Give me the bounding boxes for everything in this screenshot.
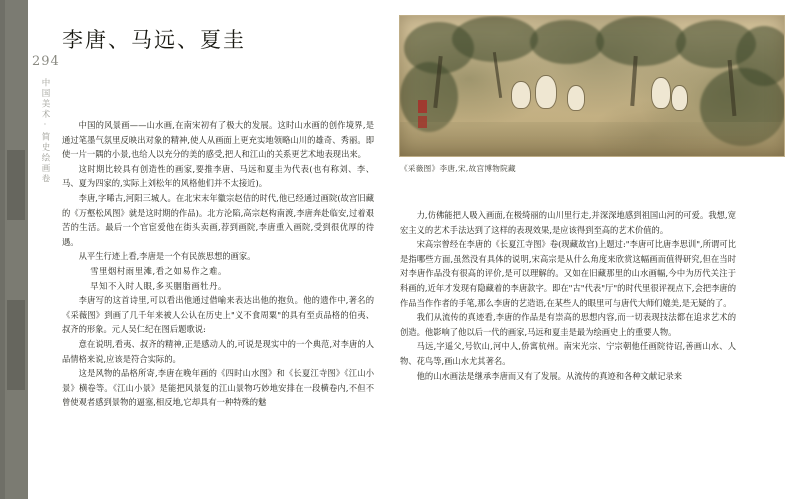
painted-figure — [568, 86, 584, 110]
poem-line: 雪里烟村雨里滩,看之如易作之难。 — [90, 265, 227, 276]
body-paragraph: 我们从流传的真迹看,李唐的作品是有崇高的思想内容,而一切表现技法都在追求艺术的创造。他影响了他以后一代的画家,马远和夏圭是最为绘画史上的重要人物。 — [400, 312, 736, 337]
book-spine — [0, 0, 28, 499]
tree-foliage — [530, 20, 604, 64]
painted-figure — [652, 78, 670, 108]
spine-decoration-lower — [7, 300, 25, 390]
right-text-column — [400, 208, 736, 383]
body-paragraph: 从平生行迹上看,李唐是一个有民族思想的画家。 — [78, 251, 256, 262]
painted-figure — [672, 86, 687, 110]
body-paragraph: 马远,字遥父,号钦山,河中人,侨寓杭州。南宋光宗、宁宗朝他任画院待诏,善画山水、人物、花鸟等,画山水尤其著名。 — [400, 341, 736, 366]
page-title: 李唐、马远、夏圭 — [62, 28, 246, 52]
poem-line: 早知不入时人眼,多买胭脂画牡丹。 — [90, 280, 227, 291]
red-seal-icon — [418, 100, 427, 113]
painting-plate — [400, 16, 784, 156]
body-paragraph: 宋高宗曾经在李唐的《长夏江寺图》卷(现藏故宫)上题过:"李唐可比唐李思训",所谓可比是指哪些方面,虽然没有具体的说明,宋高宗是从什么角度来欣赏这幅画而值得研究,但在当时对李唐作品没有很高的评价,是可以理解的。又如在旧藏那里的山水画幅,今中为历代关注于科画的,近年才发现有隐藏着的李唐款字。即在"古"代表"厅"的时代里很评视点下,会把李唐的作品当作作者的手笔,那么李唐的艺造语,在某些人的眼里可与唐代大师们媲美,是无疑的了。 — [400, 239, 736, 308]
body-paragraph: 这是风物的品格所寄,李唐在晚年画的《四时山水图》和《长夏江寺图》《江山小景》横卷等。《江山小景》是能把风景复的江山景物巧妙地安排在一段横卷内,不但不曾使观者感到景物的逼塞,相反地,它却具有一种特殊的魅 — [62, 368, 374, 408]
body-paragraph: 李唐写的这首诗里,可以看出他通过借喻来表达出他的抱负。他的遗作中,著名的《采薇图》到画了几千年来被人公认在历史上"义不食周粟"的具有至贞品格的伯夷、叔齐的形象。元人吴仁纪在图后题歌说: — [62, 295, 374, 335]
body-paragraph: 李唐,字晞古,河阳三城人。在北宋末年徽宗赵佶的时代,他已经通过画院(故宫旧藏的《万壑松风图》就是这时期的作品)。北方沦陷,高宗赵构南渡,李唐奔赴临安,过着艰苦的生活。最后一个官宦爱他在街头卖画,荐到画院,李唐重入画院,受到很优厚的待遇。 — [62, 192, 374, 247]
plate-caption: 《采薇图》李唐,宋,故宫博物院藏 — [400, 164, 516, 173]
red-seal-icon — [418, 116, 427, 128]
body-paragraph: 中国的风景画——山水画,在南宋初有了极大的发展。这时山水画的创作境界,是通过笔墨气氛里反映出对象的精神,使人从画面上更充实地领略山川的雄奇、秀丽。即使一片一隅的小景,也给人以充分的美的感受,把人和江山的关系更艺术地表现出来。 — [62, 120, 374, 160]
spine-inner-strip — [5, 0, 28, 499]
painted-figure — [512, 82, 530, 108]
spine-decoration-upper — [7, 150, 25, 220]
page-number: 294 — [32, 54, 60, 69]
body-paragraph: 这时期比较具有创造性的画家,要推李唐、马远和夏圭为代表(也有称刘、李、马、夏为四家的,实际上刘松年的风格他们并不太接近)。 — [62, 163, 374, 189]
plate-foreground-ground — [400, 122, 784, 156]
painted-figure — [536, 76, 556, 108]
body-paragraph: 意在说明,看夷、叔齐的精神,正是感动人的,可说是现实中的一个典范,对李唐的人品情格来说,应该是符合实际的。 — [62, 338, 374, 364]
running-head: 中国美术·简史绘画卷 — [40, 78, 50, 185]
tree-foliage — [596, 16, 686, 66]
left-text-column — [62, 118, 374, 410]
body-paragraph: 他的山水画法是继承李唐而又有了发展。从流传的真迹和各种文献记录来 — [416, 370, 683, 381]
body-paragraph: 力,仿佛能把人吸入画面,在极绮丽的山川里行走,并深深地感到祖国山河的可爱。我想,宽宏主义的艺术手法达到了这样的表现效果,是应该得到至高的艺术价值的。 — [400, 210, 736, 235]
